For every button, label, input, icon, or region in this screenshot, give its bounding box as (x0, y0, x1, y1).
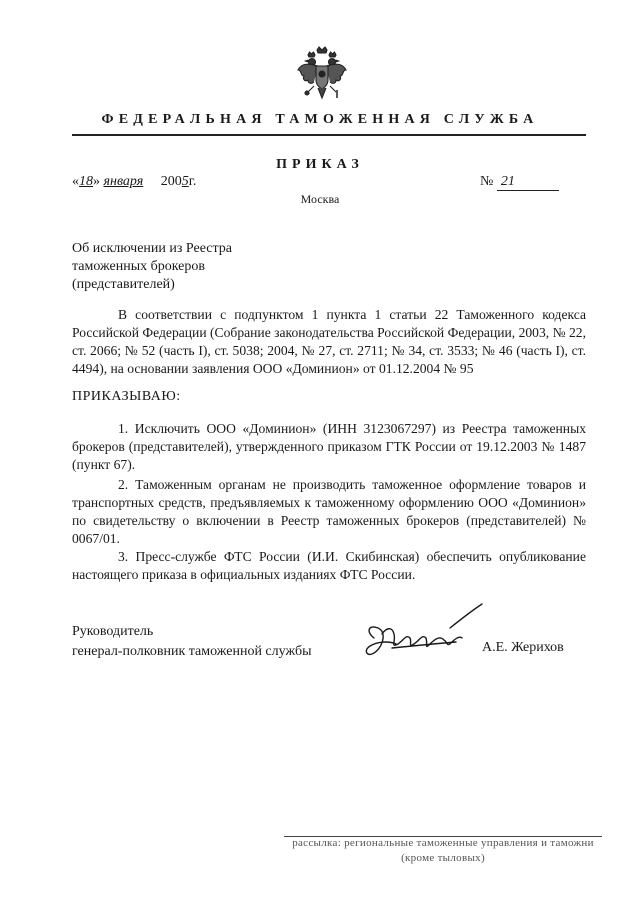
signer-title-line: Руководитель (72, 624, 154, 639)
subject-line: (представителей) (72, 277, 175, 292)
subject-line: Об исключении из Реестра (72, 241, 233, 256)
date-open-quote: « (72, 174, 79, 189)
date-year-prefix: 200 (160, 174, 182, 189)
order-number (480, 174, 559, 191)
order-date (72, 174, 196, 190)
double-headed-eagle-emblem (296, 46, 348, 104)
signer-name: А.Е. Жерихов (482, 640, 564, 655)
distribution-list (284, 836, 602, 866)
order-item-2: 2. Таможенным органам не производить таможенное оформление товаров и транспортных средств, предъявляемых к таможенному оформлению ООО «Доминион» по свидетельству о включении в Реестр таможенных брокеров (представителей) № 0067/01. (72, 477, 586, 546)
distribution-line: (кроме тыловых) (401, 852, 485, 864)
document-type: ПРИКАЗ (276, 157, 364, 172)
order-item-1: 1. Исключить ООО «Доминион» (ИНН 3123067297) из Реестра таможенных брокеров (представителей), утвержденного приказом ГТК России от 19.12.2003 № 1487 (пункт 67). (72, 421, 586, 472)
order-item-3: 3. Пресс-службе ФТС России (И.И. Скибинская) обеспечить опубликование настоящего приказа в официальных изданиях ФТС России. (72, 549, 586, 582)
signer-title (72, 622, 311, 662)
number-value: 21 (497, 174, 559, 191)
number-label: № (480, 174, 494, 189)
date-month: января (103, 174, 144, 189)
distribution-line: рассылка: региональные таможенные управления и таможни (292, 837, 594, 849)
handwritten-signature (352, 598, 492, 668)
city: Москва (300, 192, 340, 206)
signer-title-line: генерал-полковник таможенной службы (72, 644, 312, 659)
preamble-paragraph: В соответствии с подпунктом 1 пункта 1 статьи 22 Таможенного кодекса Российской Федерации (Собрание законодательства Российской Федерации, 2003, № 22, ст. 2066; № 52 (часть I), ст. 5038; 2004, № 27, ст. 2711; № 34, ст. 3533; № 46 (часть I), ст. 4494), на основании заявления ООО «Доминион» от 01.12.2004 № 95 (72, 307, 586, 376)
date-day: 18 (79, 174, 93, 189)
header-divider (72, 134, 586, 136)
date-year-suffix: 5 (181, 174, 189, 189)
subject-line: таможенных брокеров (72, 259, 206, 274)
agency-name: ФЕДЕРАЛЬНАЯ ТАМОЖЕННАЯ СЛУЖБА (101, 112, 539, 127)
date-close-quote: » (93, 174, 104, 189)
order-subject (72, 240, 312, 294)
command-heading: ПРИКАЗЫВАЮ: (72, 389, 181, 404)
date-year-unit: г. (188, 174, 197, 189)
